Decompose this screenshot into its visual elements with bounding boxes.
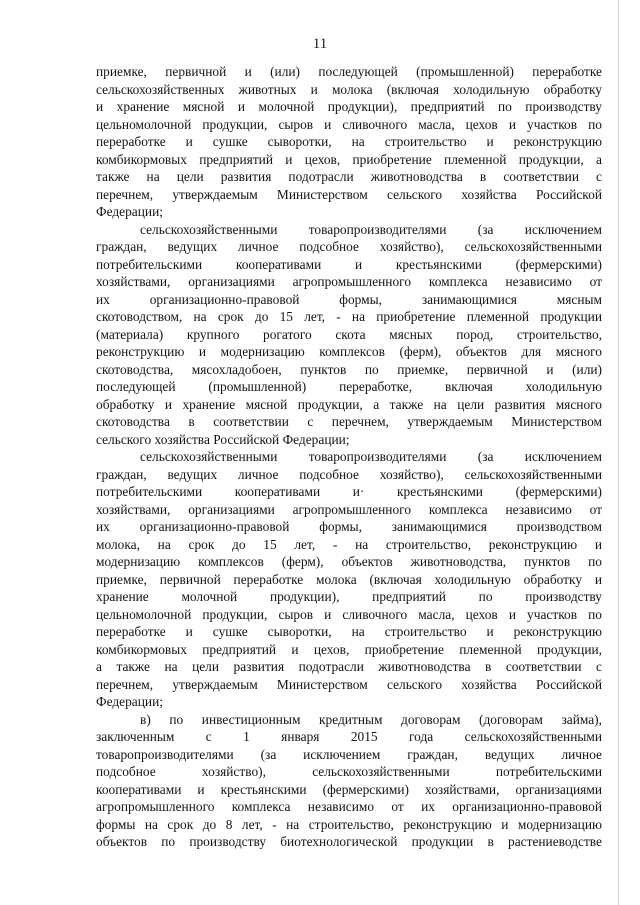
paragraph-line: цельномолочной продукции, сыров и сливочного масла, цехов и участков по	[96, 606, 602, 622]
paragraph-line: перечнем, утверждаемым Министерством сельского хозяйства Российской	[96, 186, 602, 202]
paragraph-line: хранение молочной продукции), предприятий по производству	[96, 589, 602, 604]
paragraph-line: кооперативами и крестьянскими (фермерскими) хозяйствами, организациями	[96, 781, 602, 797]
paragraph-line: их организационно-правовой формы, занимающимися производством	[96, 519, 602, 534]
paragraph-line: граждан, ведущих личное подсобное хозяйство), сельскохозяйственными	[96, 239, 602, 254]
paragraph-line: скотоводством, на срок до 15 лет, - на приобретение племенной продукции	[96, 309, 602, 324]
paragraph-line: сельскохозяйственных животных и молока (включая холодильную обработку	[96, 81, 602, 97]
document-body	[96, 63, 602, 851]
paragraph-line: переработке и сушке сыворотки, на строительство и реконструкцию	[96, 134, 602, 149]
paragraph-line: их организационно-правовой формы, занимающимися мясным	[96, 291, 602, 307]
paragraph-line: (материала) крупного рогатого скота мясных пород, строительство,	[96, 326, 602, 342]
paragraph-line: цельномолочной продукции, сыров и сливочного масла, цехов и участков по	[96, 116, 602, 132]
paragraph-line: заключенным с 1 января 2015 года сельскохозяйственными	[96, 729, 602, 744]
scan-edge-line	[618, 0, 619, 905]
paragraph-line: модернизацию комплексов (ферм), объектов животноводства, пунктов по	[96, 554, 602, 569]
paragraph-line: сельского хозяйства Российской Федерации;	[96, 431, 350, 447]
paragraph-line: скотоводства в соответствии с перечнем, утверждаемым Министерством	[96, 414, 602, 429]
paragraph-line: агропромышленного комплекса независимо от их организационно-правовой	[96, 799, 602, 814]
paragraph-line: комбикормовых предприятий и цехов, приобретение племенной продукции,	[96, 641, 602, 657]
paragraph-line: реконструкцию и модернизацию комплексов (ферм), объектов для мясного	[96, 344, 602, 359]
paragraph-line: потребительскими кооперативами и крестьянскими (фермерскими)	[96, 256, 602, 272]
paragraph-line: комбикормовых предприятий и цехов, приобретение племенной продукции, а	[96, 151, 602, 167]
paragraph-line: Федерации;	[96, 694, 163, 709]
paragraph-line: Федерации;	[96, 204, 163, 219]
paragraph-line: молока, на срок до 15 лет, - на строительство, реконструкцию и	[96, 536, 602, 552]
paragraph-line: а также на цели развития подотрасли животноводства в соответствии с	[96, 659, 602, 674]
paragraph-line: и хранение мясной и молочной продукции), предприятий по производству	[96, 99, 602, 114]
paragraph-line: в) по инвестиционным кредитным договорам (договорам займа),	[140, 711, 602, 727]
paragraph-line: формы на срок до 8 лет, - на строительство, реконструкцию и модернизацию	[96, 816, 602, 832]
paragraph-line: граждан, ведущих личное подсобное хозяйство), сельскохозяйственными	[96, 466, 602, 482]
paragraph-line: приемке, первичной и (или) последующей (промышленной) переработке	[96, 64, 602, 79]
paragraph-line: товаропроизводителями (за исключением граждан, ведущих личное	[96, 746, 602, 762]
paragraph-line: объектов по производству биотехнологической продукции в растениеводстве	[96, 834, 602, 849]
paragraph-line: переработке и сушке сыворотки, на строительство и реконструкцию	[96, 624, 602, 639]
paragraph-line: обработку и хранение мясной продукции, а также на цели развития мясного	[96, 396, 602, 412]
paragraph-line: приемке, первичной переработке молока (включая холодильную обработку и	[96, 571, 602, 587]
paragraph	[96, 63, 602, 221]
paragraph-line: подсобное хозяйство), сельскохозяйственными потребительскими	[96, 764, 602, 779]
paragraph-line: сельскохозяйственными товаропроизводителями (за исключением	[140, 221, 602, 237]
paragraph-line: также на цели развития подотрасли животноводства в соответствии с	[96, 169, 602, 184]
paragraph-line: скотоводства, мясохладобоен, пунктов по приемке, первичной и (или)	[96, 361, 602, 377]
paragraph-line: последующей (промышленной) переработке, включая холодильную	[96, 379, 602, 394]
paragraph	[96, 711, 602, 851]
paragraph	[96, 448, 602, 711]
paragraph-line: потребительскими кооперативами и· крестьянскими (фермерскими)	[96, 484, 602, 499]
paragraph-line: хозяйствами, организациями агропромышленного комплекса независимо от	[96, 274, 602, 289]
page-number: 11	[312, 36, 328, 52]
paragraph-line: хозяйствами, организациями агропромышленного комплекса независимо от	[96, 501, 602, 517]
paragraph-line: перечнем, утверждаемым Министерством сельского хозяйства Российской	[96, 676, 602, 692]
paragraph-line: сельскохозяйственными товаропроизводителями (за исключением	[140, 449, 602, 464]
paragraph	[96, 221, 602, 449]
